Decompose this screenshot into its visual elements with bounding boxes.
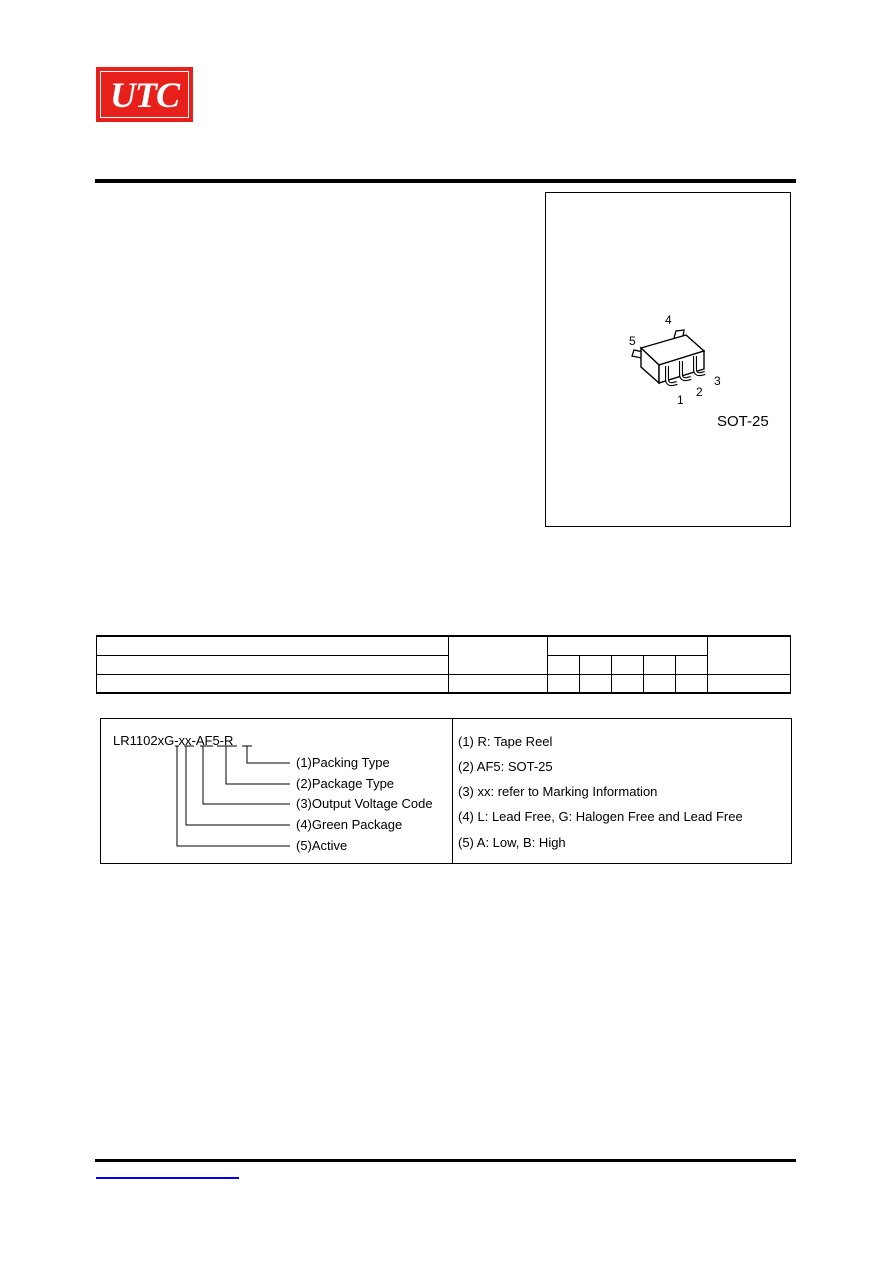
- table-cell: [644, 655, 676, 674]
- field-active: (5)Active: [296, 838, 348, 853]
- desc-output-voltage: (3) xx: refer to Marking Information: [458, 784, 658, 799]
- table-cell: [449, 674, 548, 693]
- footer-rule: [95, 1159, 796, 1162]
- table-cell: [449, 636, 548, 674]
- table-cell: [548, 636, 708, 655]
- package-outline-box: [545, 192, 791, 527]
- utc-logo: [96, 67, 193, 122]
- table-cell: [644, 674, 676, 693]
- table-cell: [612, 655, 644, 674]
- table-cell: [580, 655, 612, 674]
- table-cell: [97, 636, 449, 655]
- pin-label-2: 2: [696, 385, 703, 399]
- table-cell: [612, 674, 644, 693]
- footer-website-link[interactable]: [96, 1177, 239, 1179]
- package-name: SOT-25: [717, 413, 769, 430]
- part-code-box: [100, 718, 792, 864]
- pin-label-5: 5: [629, 334, 636, 348]
- field-packing-type: (1)Packing Type: [296, 755, 390, 770]
- table-cell: [97, 674, 449, 693]
- logo-frame: [100, 71, 189, 118]
- field-package-type: (2)Package Type: [296, 776, 395, 791]
- logo-text: UTC: [110, 74, 179, 115]
- code-box-divider: [452, 719, 453, 863]
- desc-package-type: (2) AF5: SOT-25: [458, 759, 553, 774]
- sot25-package-drawing: [546, 193, 792, 528]
- desc-active: (5) A: Low, B: High: [458, 835, 566, 850]
- table-row: [97, 674, 791, 693]
- table-header-row: [97, 636, 791, 655]
- field-output-voltage-code: (3)Output Voltage Code: [296, 796, 433, 811]
- field-green-package: (4)Green Package: [296, 817, 403, 832]
- desc-green-package: (4) L: Lead Free, G: Halogen Free and Lead Free: [458, 809, 743, 824]
- table-cell: [708, 636, 791, 674]
- table-cell: [548, 655, 580, 674]
- pin-label-1: 1: [677, 393, 684, 407]
- table-cell: [580, 674, 612, 693]
- desc-packing-type: (1) R: Tape Reel: [458, 734, 553, 749]
- pin-label-4: 4: [665, 313, 672, 327]
- table-cell: [676, 655, 708, 674]
- pin-label-3: 3: [714, 374, 721, 388]
- table-cell: [548, 674, 580, 693]
- part-number-code: LR1102xG-xx-AF5-R: [113, 733, 234, 748]
- table-cell: [708, 674, 791, 693]
- table-cell: [676, 674, 708, 693]
- overline-mark: [456, 693, 473, 694]
- ordering-table: [96, 635, 791, 694]
- table-subheader-row: [97, 655, 791, 674]
- table-cell: [97, 655, 449, 674]
- header-rule: [95, 179, 796, 183]
